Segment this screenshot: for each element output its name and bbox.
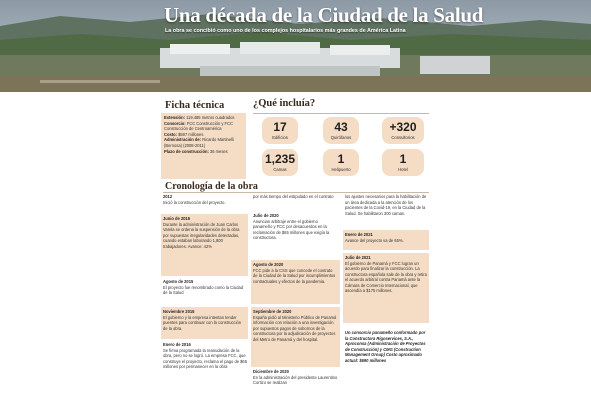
timeline-entry-enero-2021: Enero de 2021 Avance del proyecto va de 65%. bbox=[343, 230, 429, 250]
ficha-tecnica-box bbox=[161, 113, 246, 179]
section-divider bbox=[253, 113, 429, 114]
ficha-row-costo: Costo: $597 millones bbox=[164, 131, 204, 137]
ficha-row-plazo: Plazo de construcción: 36 meses bbox=[164, 148, 228, 154]
timeline-entry-noviembre-2015: Noviembre 2015 El gobierno y la empresa intentan tender puentes para continuar con la construcción de la obra. bbox=[161, 307, 248, 339]
ficha-row-extension: Extensión: 119.485 metros cuadrados bbox=[164, 115, 235, 120]
stat-camas: 1,235 Camas bbox=[262, 149, 298, 176]
stat-quirofanos: 43 Quirófanos bbox=[323, 117, 359, 144]
ficha-row-administracion: Administración de: Ricardo Martinelli (Bernosa) (2008-2011) bbox=[164, 137, 234, 148]
timeline-entry-continuation: por más tiempo del estipulado en el contrato bbox=[253, 194, 334, 199]
ficha-row-consorcio: Consorcio: FCC Construcción y FCC Construcción de Centroamérica bbox=[164, 120, 233, 132]
timeline-entry-julio-2021: Julio de 2021 El gobierno de Panamá y FCC logran un acuerdo para finalizar la construcción. La constructora española sale de la obra y retira el acuerdo arbitral contra Panamá ante la Cámara de Comercio Internacional, que ascendía a $175 millones. bbox=[343, 253, 429, 323]
timeline-entry-junio-2015: Junio de 2015 Durante la administración de Juan Carlos Varela se ordena la suspensión de la obra por supuestas irregularidades detectadas, cuando estaban laborando 1,800 trabajadores. Avance: 42% bbox=[161, 214, 248, 276]
header-banner bbox=[0, 0, 591, 92]
stat-hotel: 1 Hotel bbox=[382, 149, 424, 176]
stat-consultorios: +320 Consultorios bbox=[382, 117, 424, 144]
que-incluia-heading: ¿Qué incluía? bbox=[253, 98, 316, 109]
timeline-entry-enero-2016: Enero de 2016 Se firma programada la reanudación de la obra, pero no se logró. La empresa FCC, que construye el proyecto, reclama el pago de $65 millones por permanecer en la obra bbox=[163, 342, 247, 369]
page-title: Una década de la Ciudad de la Salud bbox=[164, 3, 484, 27]
timeline-entry-agosto-2015: Agosto de 2015 El proyecto fue renombrado como la Ciudad de la Salud bbox=[163, 279, 244, 295]
timeline-entry-julio-2020: Julio de 2020 Anuncian arbitraje entre el gobierno panameño y FCC por desacuerdos en la reclamación de $65 millones que exigía la constructora. bbox=[253, 213, 330, 240]
consorcio-note: Un consorcio panameño conformado por la Constructora Rigoservices, S.A., Aproconsa (Administración de Proyectos de Construcción) y CMG (Construction Management Group) Costo aproximado actual: $690 millones bbox=[345, 330, 426, 363]
ficha-tecnica-heading: Ficha técnica bbox=[165, 100, 225, 111]
timeline-entry-agosto-2020: Agosto de 2020 FCC pide a la CSS que concede el contrato de la Ciudad de la Salud por incumplimientos contractuales y efectos de la pandemia. bbox=[251, 260, 340, 304]
stat-edificios: 17 Edificios bbox=[262, 117, 298, 144]
page-subtitle: La obra se concibió como uno de los complejos hospitalarios más grandes de América Latina bbox=[165, 28, 406, 34]
section-divider bbox=[163, 192, 429, 193]
stat-helipuerto: 1 Helipuerto bbox=[323, 149, 359, 176]
timeline-entry-diciembre-2020: Diciembre de 2020 En la administración del presidente Laurentino Cortizo se realizan bbox=[253, 369, 338, 385]
timeline-entry-2012: 2012 Inició la construcción del proyecto. bbox=[163, 194, 226, 205]
cronologia-heading: Cronología de la obra bbox=[165, 181, 258, 192]
timeline-entry-septiembre-2020: Septiembre de 2020 España pidió al Ministerio Público de Panamá información con relación a una investigación por supuestos pagos de sobornos de la constructora por la adjudicación de proyectos del Metro de Panamá y del hospital. bbox=[251, 307, 340, 367]
timeline-entry-continuation-covid: los ajustes necesarios para la habilitación de un área dedicada a la atención de los pacientes de la Covid-19, en la Ciudad de la Salud. Se habilitaron 300 camas. bbox=[345, 194, 427, 216]
